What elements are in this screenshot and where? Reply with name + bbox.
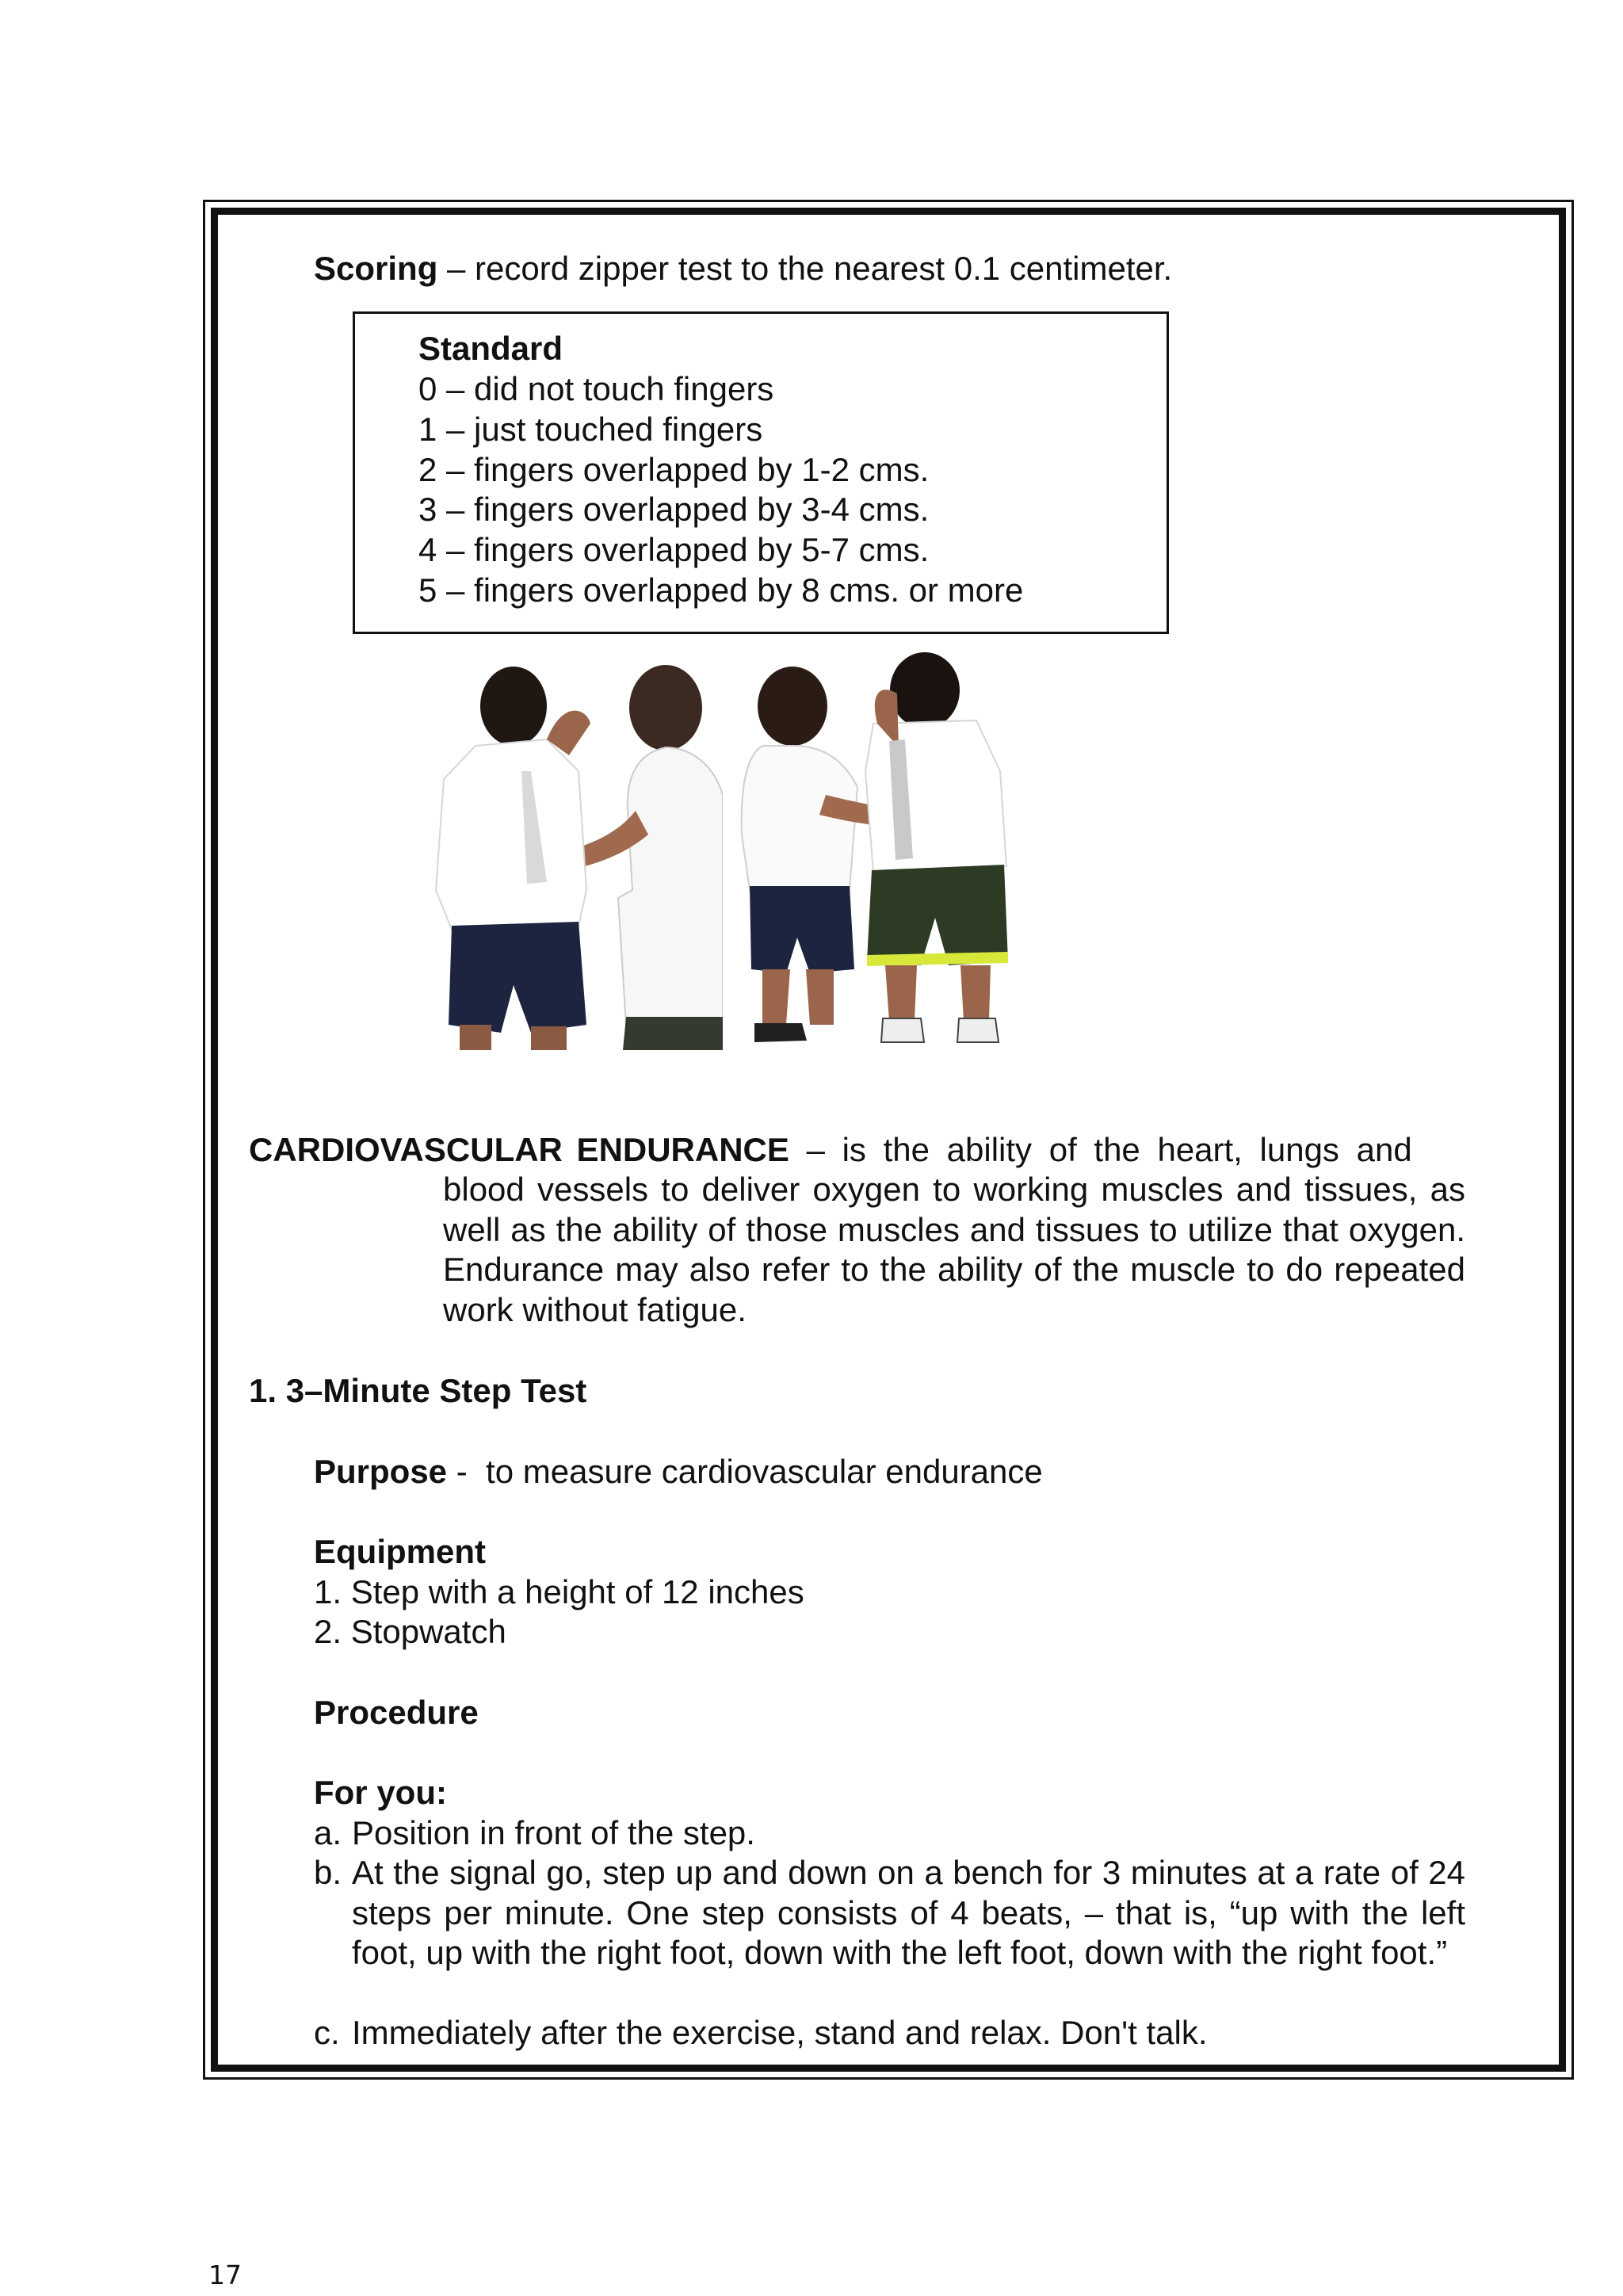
step-text: Position in front of the step. xyxy=(352,1814,755,1851)
procedure-label: Procedure xyxy=(314,1694,479,1731)
standard-item: 0 – did not touch fingers xyxy=(418,370,774,407)
standard-title: Standard xyxy=(418,330,563,367)
page-number: 17 xyxy=(208,2260,242,2290)
step-marker: a. xyxy=(314,1814,342,1851)
cardio-definition-first: – is the ability of the heart, lungs and xyxy=(789,1131,1412,1168)
standard-item: 1 – just touched fingers xyxy=(418,411,763,448)
standard-item: 4 – fingers overlapped by 5-7 cms. xyxy=(418,531,930,568)
step-text: Immediately after the exercise, stand and relax. Don't talk. xyxy=(352,2014,1208,2051)
for-you-label: For you: xyxy=(314,1774,447,1811)
equipment-item: 2. Stopwatch xyxy=(314,1613,506,1650)
standard-item: 5 – fingers overlapped by 8 cms. or more xyxy=(418,571,1024,609)
step-marker: b. xyxy=(314,1854,342,1891)
step-text: At the signal go, step up and down on a bench for 3 minutes at a rate of 24 steps per minute. One step consists of 4 beats, – that is, “up with the left foot, up with the right foot, down with the left foot, down with the right foot.” xyxy=(352,1854,1465,1971)
step-test-heading: 1. 3–Minute Step Test xyxy=(249,1372,587,1409)
zipper-test-photo-left xyxy=(428,652,723,1050)
scoring-text: – record zipper test to the nearest 0.1 centimeter. xyxy=(437,250,1173,287)
scoring-label: Scoring xyxy=(314,250,438,287)
cardio-definition: blood vessels to deliver oxygen to working muscles and tissues, as well as the ability of those muscles and tissues to utilize that oxygen. Endurance may also refer to the ability of the muscle to do repeated work without fatigue. xyxy=(443,1171,1465,1328)
purpose-label: Purpose xyxy=(314,1453,448,1490)
zipper-test-photo-right xyxy=(731,652,1048,1050)
purpose-text: - to measure cardiovascular endurance xyxy=(447,1453,1043,1490)
cardio-term: CARDIOVASCULAR ENDURANCE xyxy=(249,1131,789,1168)
equipment-item: 1. Step with a height of 12 inches xyxy=(314,1573,804,1610)
purpose-line xyxy=(314,1452,1043,1492)
scoring-line xyxy=(314,249,1172,288)
standard-item: 3 – fingers overlapped by 3-4 cms. xyxy=(418,491,930,528)
cardio-first-line xyxy=(249,1130,1465,1171)
step-marker: c. xyxy=(314,2014,340,2051)
equipment-label: Equipment xyxy=(314,1533,486,1570)
standard-item: 2 – fingers overlapped by 1-2 cms. xyxy=(418,451,930,488)
